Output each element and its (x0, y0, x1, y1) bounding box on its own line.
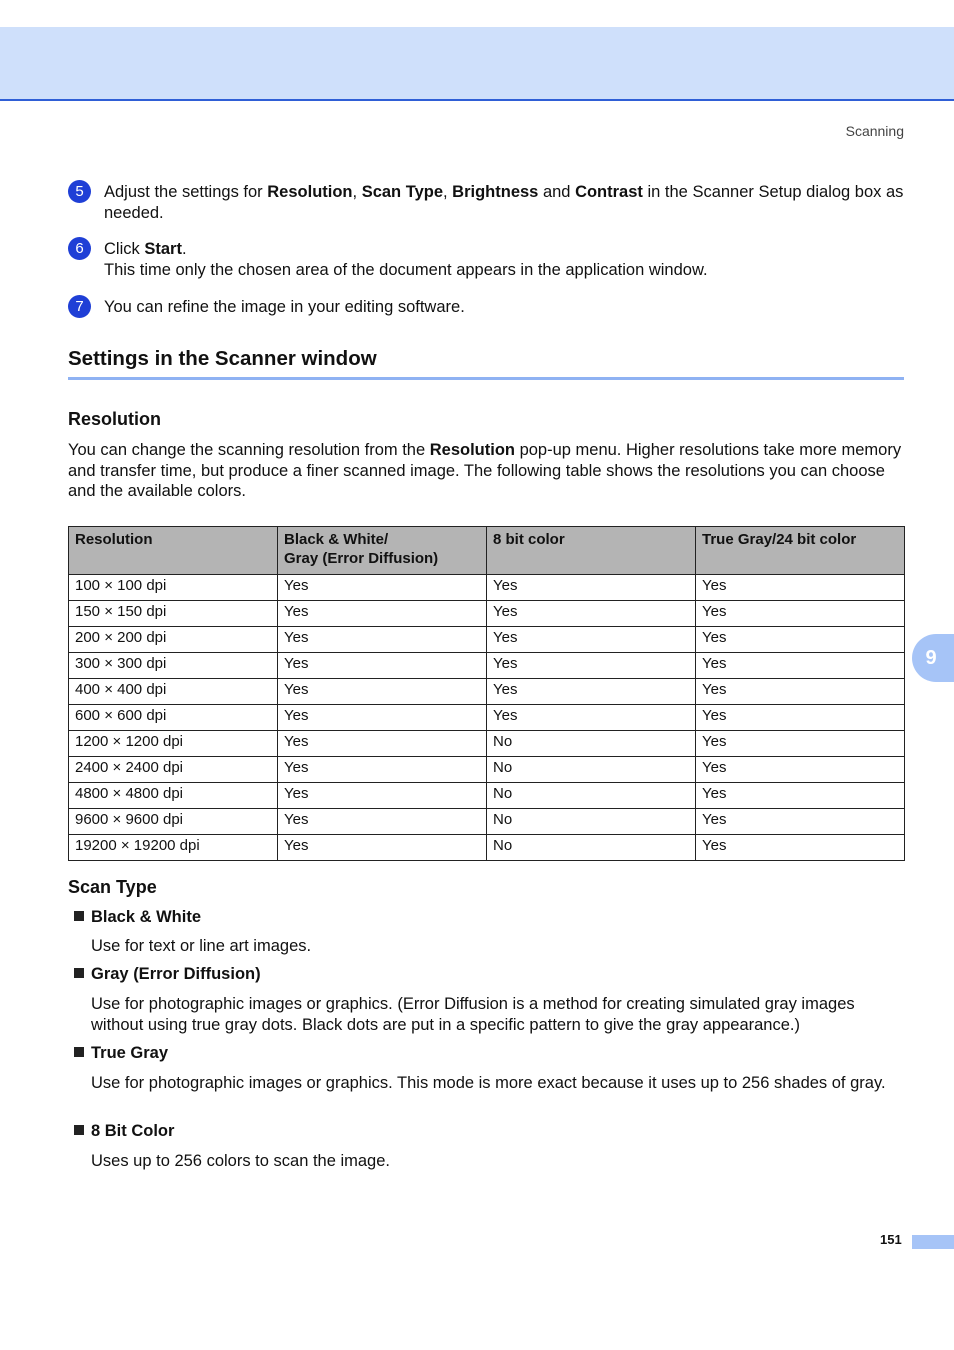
table-cell: Yes (696, 575, 905, 601)
table-cell: Yes (487, 653, 696, 679)
table-cell: Yes (487, 705, 696, 731)
table-cell: No (487, 809, 696, 835)
table-row (69, 705, 905, 731)
bullet-8-bit-color: 8 Bit Color (74, 1122, 174, 1141)
table-row (69, 835, 905, 861)
table-cell: Yes (696, 835, 905, 861)
table-cell: 200 × 200 dpi (69, 627, 278, 653)
table-cell: Yes (278, 627, 487, 653)
table-cell: Yes (278, 731, 487, 757)
table-cell: 300 × 300 dpi (69, 653, 278, 679)
resolution-heading: Resolution (68, 409, 161, 429)
column-header-8bit: 8 bit color (487, 527, 696, 575)
table-cell: Yes (696, 731, 905, 757)
table-cell: Yes (278, 783, 487, 809)
header-band (0, 27, 954, 101)
table-cell: Yes (278, 653, 487, 679)
table-cell: Yes (278, 809, 487, 835)
table-cell: Yes (278, 601, 487, 627)
table-row (69, 679, 905, 705)
table-cell: Yes (278, 575, 487, 601)
table-cell: No (487, 835, 696, 861)
table-cell: Yes (696, 653, 905, 679)
table-cell: Yes (487, 679, 696, 705)
square-bullet-icon (74, 911, 84, 921)
bullet-description: Uses up to 256 colors to scan the image. (91, 1152, 390, 1170)
column-header-truegray-24bit: True Gray/24 bit color (696, 527, 905, 575)
page-number-bar (912, 1235, 954, 1249)
section-title: Settings in the Scanner window (68, 347, 904, 380)
column-header-bw-gray: Black & White/ Gray (Error Diffusion) (278, 527, 487, 575)
table-row (69, 653, 905, 679)
table-cell: Yes (696, 627, 905, 653)
step-text: Adjust the settings for Resolution, Scan Type, Brightness and Contrast in the Scanner Setup dialog box as needed. (104, 183, 904, 222)
table-cell: Yes (487, 575, 696, 601)
table-cell: 9600 × 9600 dpi (69, 809, 278, 835)
chapter-tab[interactable]: 9 (912, 634, 954, 682)
bullet-description: Use for text or line art images. (91, 937, 312, 955)
bullet-description: Use for photographic images or graphics. (Error Diffusion is a method for creating simulated gray images without using true gray dots. Black dots are put in a specific pattern to give the gray appearance.) (91, 995, 855, 1034)
step-number-circle: 7 (68, 295, 91, 318)
resolution-paragraph: You can change the scanning resolution from the Resolution pop-up menu. Higher resolutions take more memory and transfer time, but produce a finer scanned image. The following table shows the resolutions you can choose and the available colors. (68, 441, 902, 500)
square-bullet-icon (74, 1125, 84, 1135)
page-number: 151 (880, 1232, 902, 1247)
table-row (69, 627, 905, 653)
table-cell: Yes (696, 679, 905, 705)
table-cell: No (487, 731, 696, 757)
table-cell: Yes (487, 627, 696, 653)
table-cell: 2400 × 2400 dpi (69, 757, 278, 783)
table-cell: Yes (278, 835, 487, 861)
bullet-black-white: Black & White (74, 908, 201, 927)
table-cell: 400 × 400 dpi (69, 679, 278, 705)
table-cell: 1200 × 1200 dpi (69, 731, 278, 757)
table-cell: Yes (696, 705, 905, 731)
table-row (69, 601, 905, 627)
step-text: You can refine the image in your editing software. (104, 298, 465, 316)
table-row (69, 809, 905, 835)
table-cell: Yes (696, 809, 905, 835)
table-cell: 600 × 600 dpi (69, 705, 278, 731)
table-cell: Yes (696, 783, 905, 809)
table-header-row (69, 527, 905, 575)
bullet-description: Use for photographic images or graphics. This mode is more exact because it uses up to 256 shades of gray. (91, 1074, 886, 1092)
table-cell: Yes (278, 757, 487, 783)
bullet-gray-error-diffusion: Gray (Error Diffusion) (74, 965, 261, 984)
table-row (69, 575, 905, 601)
resolution-table (68, 526, 905, 861)
step-text: Click Start. This time only the chosen area of the document appears in the application window. (104, 240, 708, 279)
bullet-true-gray: True Gray (74, 1044, 168, 1063)
table-cell: Yes (696, 757, 905, 783)
table-cell: 150 × 150 dpi (69, 601, 278, 627)
square-bullet-icon (74, 968, 84, 978)
table-row (69, 783, 905, 809)
table-cell: No (487, 757, 696, 783)
table-cell: Yes (696, 601, 905, 627)
table-row (69, 731, 905, 757)
column-header-resolution: Resolution (69, 527, 278, 575)
table-cell: No (487, 783, 696, 809)
table-cell: Yes (487, 601, 696, 627)
square-bullet-icon (74, 1047, 84, 1057)
table-cell: 4800 × 4800 dpi (69, 783, 278, 809)
running-head: Scanning (845, 123, 904, 139)
step-number-circle: 6 (68, 237, 91, 260)
table-row (69, 757, 905, 783)
scan-type-heading: Scan Type (68, 877, 157, 897)
step-number-circle: 5 (68, 180, 91, 203)
table-cell: 100 × 100 dpi (69, 575, 278, 601)
table-cell: Yes (278, 705, 487, 731)
table-cell: Yes (278, 679, 487, 705)
table-cell: 19200 × 19200 dpi (69, 835, 278, 861)
